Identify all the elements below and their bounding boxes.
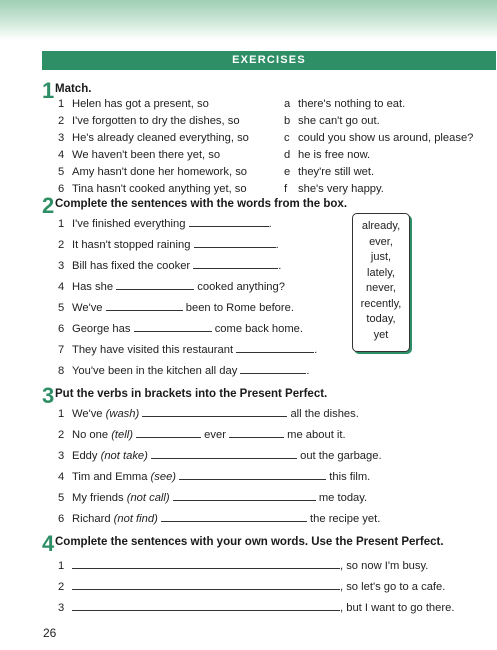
answer-blank[interactable] (229, 426, 284, 438)
ex1-right-item: e they're still wet. (284, 166, 375, 178)
answer-blank[interactable] (194, 236, 276, 248)
answer-blank[interactable] (106, 299, 183, 311)
answer-blank[interactable] (116, 278, 194, 290)
ex4-item: 1 , so now I'm busy. (58, 557, 428, 573)
exercise-3-title: Put the verbs in brackets into the Present Perfect. (55, 388, 328, 400)
ex2-item: 6 George has come back home. (58, 320, 303, 336)
ex1-right-item: c could you show us around, please? (284, 132, 474, 144)
answer-blank[interactable] (142, 405, 287, 417)
box-word: today, (366, 313, 396, 325)
answer-blank[interactable] (179, 468, 326, 480)
exercise-1-title: Match. (55, 83, 92, 95)
answer-blank[interactable] (193, 257, 278, 269)
ex3-item: 5 My friends (not call) me today. (58, 489, 367, 505)
answer-blank[interactable] (161, 510, 307, 522)
ex3-item: 1 We've (wash) all the dishes. (58, 405, 359, 421)
ex2-item: 5 We've been to Rome before. (58, 299, 294, 315)
answer-blank[interactable] (72, 578, 340, 590)
ex1-right-item: f she's very happy. (284, 183, 384, 195)
ex3-item: 2 No one (tell) ever me about it. (58, 426, 346, 442)
box-word: just, (370, 251, 392, 263)
ex1-left-item: 3 He's already cleaned everything, so (58, 132, 249, 144)
ex2-item: 2 It hasn't stopped raining . (58, 236, 279, 252)
answer-blank[interactable] (136, 426, 201, 438)
answer-blank[interactable] (236, 341, 314, 353)
ex1-left-item: 2 I've forgotten to dry the dishes, so (58, 115, 240, 127)
box-word: already, (361, 220, 401, 232)
ex4-item: 2 , so let's go to a cafe. (58, 578, 445, 594)
ex2-item: 8 You've been in the kitchen all day . (58, 362, 310, 378)
exercise-2-title: Complete the sentences with the words from the box. (55, 198, 348, 210)
answer-blank[interactable] (151, 447, 297, 459)
ex1-left-item: 1 Helen has got a present, so (58, 98, 209, 110)
box-word: recently, (360, 297, 402, 310)
top-decorative-band (0, 0, 497, 40)
ex2-item: 7 They have visited this restaurant . (58, 341, 317, 357)
box-word: ever, (369, 235, 393, 248)
ex1-right-item: d he is free now. (284, 149, 371, 161)
box-word: yet (373, 328, 389, 341)
ex2-item: 4 Has she cooked anything? (58, 278, 285, 294)
ex1-right-item: b she can't go out. (284, 115, 380, 127)
exercise-4-title: Complete the sentences with your own words. Use the Present Perfect. (55, 536, 444, 548)
answer-blank[interactable] (189, 215, 269, 227)
ex1-right-item: a there's nothing to eat. (284, 98, 406, 110)
page-number: 26 (43, 626, 57, 640)
answer-blank[interactable] (72, 599, 340, 611)
exercise-4-number: 4 (42, 531, 55, 556)
ex2-item: 1 I've finished everything . (58, 215, 272, 231)
ex3-item: 6 Richard (not find) the recipe yet. (58, 510, 380, 526)
exercises-header: EXERCISES (42, 51, 496, 70)
exercise-2-number: 2 (42, 193, 55, 218)
ex1-left-item: 4 We haven't been there yet, so (58, 149, 221, 161)
box-word: lately, (367, 266, 395, 279)
ex3-item: 3 Eddy (not take) out the garbage. (58, 447, 382, 463)
ex1-left-item: 6 Tina hasn't cooked anything yet, so (58, 183, 247, 195)
box-word: never, (366, 282, 396, 294)
answer-blank[interactable] (173, 489, 316, 501)
ex3-item: 4 Tim and Emma (see) this film. (58, 468, 370, 484)
ex2-item: 3 Bill has fixed the cooker . (58, 257, 281, 273)
ex4-item: 3 , but I want to go there. (58, 599, 454, 615)
exercise-1-number: 1 (42, 78, 55, 103)
answer-blank[interactable] (72, 557, 340, 569)
answer-blank[interactable] (240, 362, 306, 374)
word-box (352, 213, 410, 352)
ex1-left-item: 5 Amy hasn't done her homework, so (58, 166, 248, 178)
exercise-3-number: 3 (42, 383, 55, 408)
answer-blank[interactable] (134, 320, 212, 332)
